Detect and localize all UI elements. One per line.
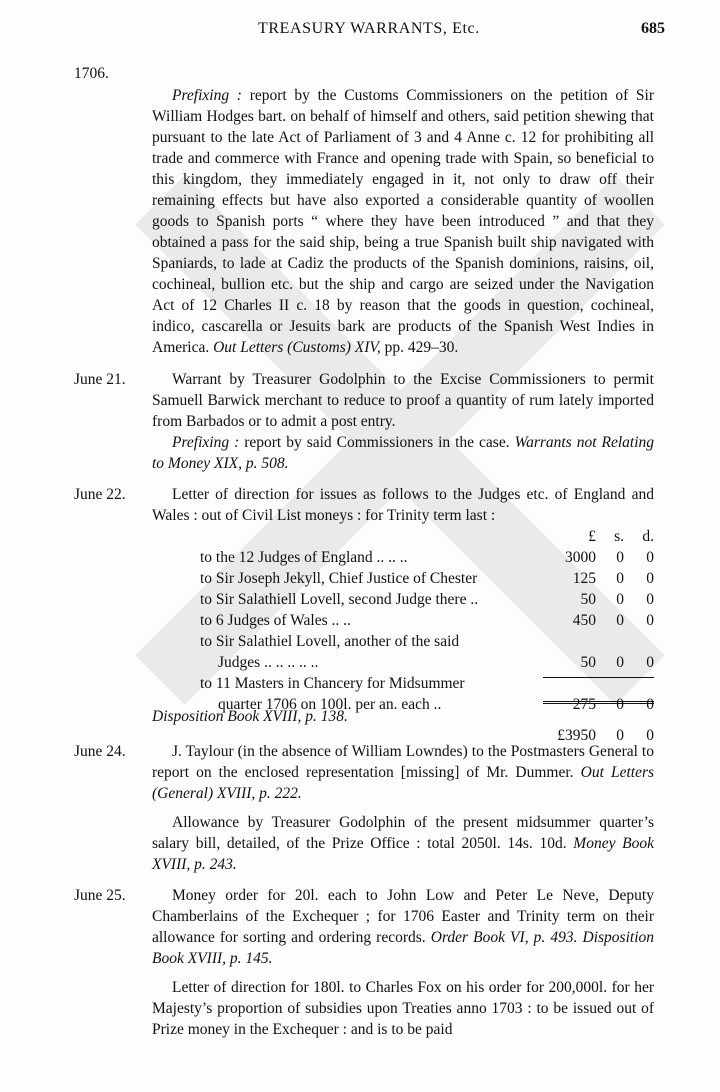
- running-title: TREASURY WARRANTS, Etc.: [258, 20, 480, 37]
- schedule-shillings: 0: [616, 549, 624, 566]
- schedule-total-shillings: 0: [616, 727, 624, 744]
- page-header: [0, 20, 720, 44]
- schedule-total-pounds: £3950: [557, 727, 596, 744]
- entry-text: J. Taylour (in the absence of William Lowndes) to the Postmasters General to report on the enclosed representation [missing] of Mr. Dummer.: [152, 743, 654, 781]
- schedule-desc: Judges .. .. .. .. ..: [218, 654, 319, 671]
- entry-judges-reference: [152, 706, 654, 727]
- entry-prefix: Prefixing :: [172, 434, 240, 451]
- schedule-pence: 0: [646, 654, 654, 671]
- entry-reference: Out Letters (General) XVIII, p. 222.: [152, 764, 655, 802]
- schedule-pounds: 125: [572, 570, 596, 587]
- schedule-row: [200, 610, 654, 631]
- schedule-desc: to 6 Judges of Wales .. ..: [200, 612, 351, 629]
- entry-text: Money order for 20l. each to John Low and Peter Le Neve, Deputy Chamberlains of the Exchequer ; for 1706 Easter and Trinity term on their allowance for sorting and ordering records.: [152, 887, 654, 946]
- schedule-shillings: 0: [616, 591, 624, 608]
- schedule-desc: quarter 1706 on 100l. per an. each ..: [218, 696, 442, 713]
- schedule-shillings: 0: [616, 696, 624, 713]
- entry-reference: Disposition Book XVIII, p. 138.: [152, 708, 348, 725]
- schedule-pounds: 50: [580, 591, 596, 608]
- schedule-row: [200, 589, 654, 610]
- entry-excise-prefix: [152, 432, 654, 474]
- schedule-total-pence: 0: [646, 727, 654, 744]
- entry-date: June 25.: [74, 887, 126, 904]
- subtotal-rule: [543, 677, 654, 678]
- schedule-pounds: 275: [572, 696, 596, 713]
- schedule-pence: 0: [646, 612, 654, 629]
- schedule-desc: to 11 Masters in Chancery for Midsummer: [200, 675, 465, 692]
- entry-date: June 22.: [74, 486, 126, 503]
- schedule-row: [200, 547, 654, 568]
- entry-date: June 21.: [74, 371, 126, 388]
- entry-reference: Out Letters (Customs) XIV,: [213, 339, 381, 356]
- entry-text: Warrant by Treasurer Godolphin to the Excise Commissioners to permit Samuell Barwick merchant to reduce to proof a quantity of rum lately imported from Barbados or to admit a post entry.: [152, 371, 654, 430]
- entry-prefix: Prefixing :: [172, 87, 242, 104]
- schedule-shillings: 0: [616, 612, 624, 629]
- schedule-pence: 0: [646, 696, 654, 713]
- schedule-row-cont: [200, 652, 654, 673]
- entry-prize-office-allowance: [152, 812, 654, 875]
- entry-reference: Money Book XVIII, p. 243.: [152, 835, 654, 873]
- entry-excise-warrant: [152, 369, 654, 432]
- page-number: 685: [641, 20, 665, 37]
- schedule-desc: to Sir Salathiel Lovell, another of the said: [200, 633, 460, 650]
- schedule-desc: to Sir Salathiell Lovell, second Judge there ..: [200, 591, 479, 608]
- schedule-pounds: 450: [572, 612, 596, 629]
- year-label: 1706.: [74, 65, 109, 82]
- pounds-header: £: [588, 528, 596, 545]
- schedule-header: [200, 526, 654, 547]
- schedule-shillings: 0: [616, 570, 624, 587]
- schedule-pence: 0: [646, 549, 654, 566]
- shillings-header: s.: [614, 528, 624, 545]
- entry-money-order: [152, 885, 654, 969]
- schedule-desc: to Sir Joseph Jekyll, Chief Justice of Chester: [200, 570, 478, 587]
- schedule-shillings: 0: [616, 654, 624, 671]
- schedule-desc: to the 12 Judges of England .. .. ..: [200, 549, 408, 566]
- entry-reference: Warrants not Relating to Money XIX, p. 508.: [152, 434, 655, 472]
- schedule-pounds: 3000: [565, 549, 596, 566]
- entry-customs-report: [152, 85, 654, 358]
- schedule-row: [200, 568, 654, 589]
- entry-text: Allowance by Treasurer Godolphin of the present midsummer quarter’s salary bill, detailed, of the Prize Office : total 2050l. 14s. 10d.: [152, 814, 654, 852]
- entry-charles-fox-letter: [152, 977, 654, 1040]
- entry-judges-letter: [152, 484, 654, 526]
- schedule-row: [200, 631, 654, 652]
- entry-text: report by the Customs Commissioners on the petition of Sir William Hodges bart. on behalf of himself and others, said petition shewing that pursuant to the late Act of Parliament of 3 and 4 Anne c. 12 for prohibiting all trade and commerce with France and opening trade with Spain, so beneficial to this kingdom, they immediately engaged in it, not only to draw off their remaining effects but have also exported a considerable quantity of woollen goods to Spanish ports “ where they have been introduced ” and that they obtained a pass for the said ship, being a true Spanish built ship navigated with Spaniards, to lade at Cadiz the products of the Spanish dominions, raisins, oil, cochineal, bullion etc. but the ship and cargo are seized under the Navigation Act of 12 Charles II c. 18 by reason that the goods in question, cochineal, indico, cascarella or Jesuits bark are products of the Spanish West Indies in America.: [152, 87, 655, 356]
- entry-postmasters-letter: [152, 741, 654, 804]
- schedule-pence: 0: [646, 591, 654, 608]
- entry-text: report by said Commissioners in the case.: [244, 434, 510, 451]
- entry-date: June 24.: [74, 743, 126, 760]
- entry-reference: Order Book VI, p. 493. Disposition Book XVIII, p. 145.: [152, 929, 655, 967]
- entry-text: Letter of direction for issues as follows to the Judges etc. of England and Wales : out of Civil List moneys : for Trinity term last :: [152, 486, 654, 524]
- schedule-pence: 0: [646, 570, 654, 587]
- entry-reference-pages: pp. 429–30.: [384, 339, 459, 356]
- schedule-pounds: 50: [580, 654, 596, 671]
- entry-text: Letter of direction for 180l. to Charles Fox on his order for 200,000l. for her Majesty’s proportion of subsidies upon Treaties anno 1703 : to be issued out of Prize money in the Exchequer : and is to be paid: [152, 979, 654, 1038]
- pence-header: d.: [642, 528, 654, 545]
- total-double-rule: [543, 701, 654, 704]
